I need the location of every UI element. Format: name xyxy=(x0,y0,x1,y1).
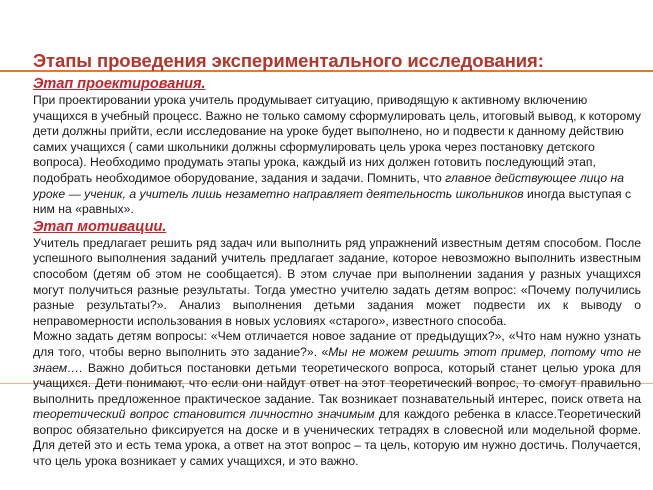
text-part: для каждого ребенка в классе.Теоретический вопрос обязательно фиксируется на доске и в ученических тетрадях в словесной или модельной форме. Для детей это и есть тема урока, а ответ на этот вопрос – та цель, которую им нужно достичь. Получается, что цель урока возникает у самих учащихся, и это важно. xyxy=(33,407,641,469)
text-part: Важно добиться постановки детьми теоретического вопроса, который станет целью урока для учащихся. Дети понимают, что если они найдут ответ на этот теоретический вопрос, то смогут правильно выполнить предложенное практическое задание. Так возникает познавательный интерес, поиск ответа на xyxy=(33,360,641,406)
text-part: Можно задать детям вопросы: «Чем отличается новое задание от предыдущих?», «Что нам нужно узнать для того, чтобы верно выполнить это задание?». « xyxy=(33,329,641,359)
text-part: При проектировании урока учитель продумывает ситуацию, приводящую к активному включению учащихся в учебный процесс. Важно не только самому сформулировать цель, итоговый вывод, к которому дети должны прийти, если исследование на уроке будет выполнено, но и подвести к данному действию самих учащихся ( сами школьники должны сформулировать цель урока через постановку детского вопроса). Необходимо продумать этапы урока, каждый из них должен готовить последующий этап, подобрать необходимое оборудование, задания и задачи. Помнить, что xyxy=(33,93,641,185)
section-heading-design: Этап проектирования. xyxy=(33,76,206,92)
section-text-motivation-1: Учитель предлагает решить ряд задач или выполнить ряд упражнений известным детям способом. После успешного выполнения заданий учитель предлагает задание, которое невозможно выполнить известным способом (детям об этом не сообщается). В этом случае при выполнении задания у разных учащихся могут получиться разные результаты. Тогда уместно учителю задать детям вопрос: «Почему получились разные результаты?». Анализ выполнения детьми задания может подвести их к выводу о неправомерности использования в новых условиях «старого», известного способа. xyxy=(33,235,641,328)
section-heading-motivation: Этап мотивации. xyxy=(33,218,167,235)
section-text-motivation-2 xyxy=(33,329,641,469)
section-text-design xyxy=(33,93,641,218)
text-emphasis: главное действующее лицо на уроке — ученик, а учитель лишь незаметно направляет деятельность школьников xyxy=(33,170,624,201)
slide-content xyxy=(33,50,641,470)
text-part: иногда выступая с ним на «равных». xyxy=(33,186,632,217)
text-emphasis: Мы не можем решить этот пример, потому что не знаем…. xyxy=(33,344,641,375)
slide-title: Этапы проведения экспериментального исследования: xyxy=(33,50,544,71)
text-emphasis: теоретический вопрос становится личностно значимым xyxy=(33,407,375,422)
